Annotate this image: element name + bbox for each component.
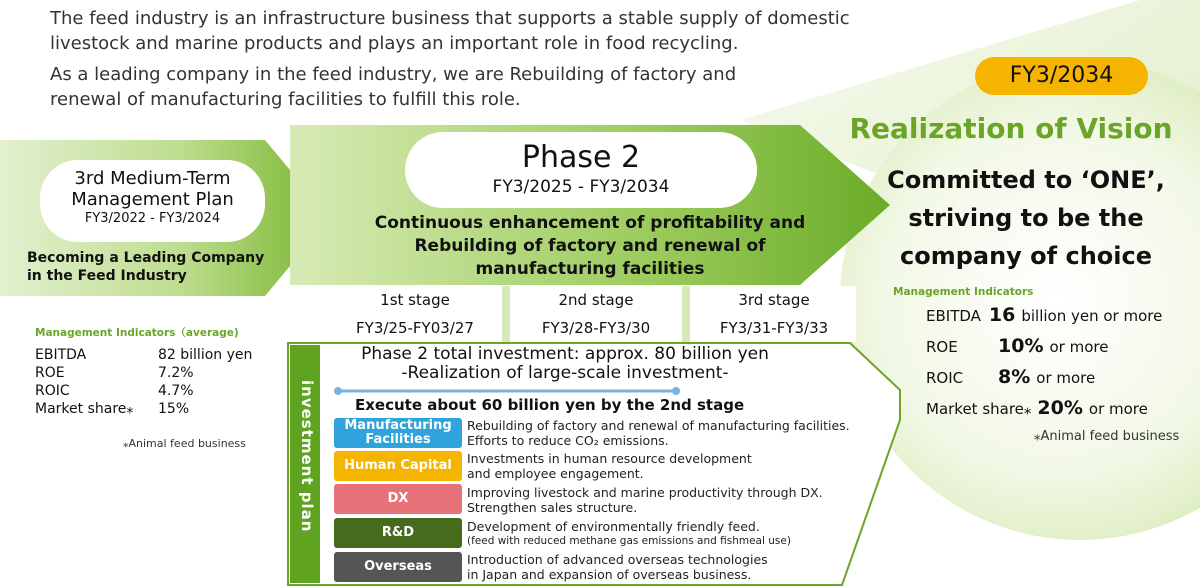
indicator-value: 82 billion yen	[158, 347, 253, 363]
category-desc-line: Efforts to reduce CO₂ emissions.	[467, 433, 669, 448]
vision-statement-line: striving to be the	[908, 204, 1144, 232]
table-row	[35, 400, 252, 418]
category-desc-line: Investments in human resource development	[467, 451, 752, 466]
indicator-value: 4.7%	[158, 383, 194, 399]
mtp-title-box	[40, 160, 265, 242]
stage-name: 1st stage	[380, 291, 450, 309]
mtp-indicators-label: Management Indicators（average)	[35, 327, 239, 339]
indicator-name: Market share⁎	[926, 400, 1032, 418]
intro-line: renewal of manufacturing facilities to fulfill this role.	[50, 89, 521, 110]
category-desc-line: and employee engagement.	[467, 466, 644, 481]
mtp-goal-line2: in the Feed Industry	[27, 268, 187, 284]
category-manufacturing-facilities: Manufacturing Facilities	[334, 418, 462, 448]
mtp-indicators-table	[35, 346, 252, 418]
indicator-value: 8%	[998, 366, 1031, 388]
stage-2	[514, 286, 678, 342]
stage-3	[692, 286, 856, 342]
indicator-name: Market share⁎	[35, 401, 134, 417]
vision-indicator-ebitda	[926, 304, 1162, 326]
category-r-and-d: R&D	[334, 518, 462, 548]
vision-title: Realization of Vision	[849, 112, 1173, 145]
category-description	[467, 552, 768, 582]
vision-badge: FY3/2034	[975, 57, 1148, 95]
vision-statement-line: company of choice	[900, 242, 1152, 270]
indicator-name: ROE	[35, 365, 65, 381]
category-human-capital: Human Capital	[334, 451, 462, 481]
intro-line: The feed industry is an infrastructure business that supports a stable supply of domestic	[50, 8, 850, 29]
indicator-value-suffix: or more	[1036, 369, 1096, 387]
table-row	[35, 382, 252, 400]
intro-line: As a leading company in the feed industry, we are Rebuilding of factory and	[50, 64, 737, 85]
mtp-goal	[27, 249, 264, 285]
indicator-name: EBITDA	[35, 347, 87, 363]
indicator-name: ROIC	[35, 383, 70, 399]
indicator-name: ROIC	[926, 369, 964, 387]
indicator-value-suffix: or more	[1049, 338, 1109, 356]
indicator-value-suffix: or more	[1088, 400, 1148, 418]
mtp-note: ⁎Animal feed business	[123, 437, 246, 450]
mtp-title-line1: 3rd Medium-Term	[74, 168, 231, 189]
category-desc-line: Improving livestock and marine productivity through DX.	[467, 485, 823, 500]
stage-name: 2nd stage	[558, 291, 634, 309]
phase2-period: FY3/2025 - FY3/2034	[492, 177, 670, 197]
category-dx: DX	[334, 484, 462, 514]
category-desc-line: Development of environmentally friendly feed.	[467, 519, 760, 534]
vision-indicator-market-share	[926, 397, 1148, 419]
category-overseas: Overseas	[334, 552, 462, 582]
vision-indicators-label: Management Indicators	[893, 286, 1034, 298]
indicator-name: EBITDA	[926, 307, 981, 325]
intro-text	[50, 6, 950, 112]
vision-indicator-roe	[926, 335, 1108, 357]
category-desc-line: Strengthen sales structure.	[467, 500, 638, 515]
phase2-description	[320, 212, 860, 281]
indicator-value: 7.2%	[158, 365, 194, 381]
phase2-title: Phase 2	[521, 140, 641, 175]
vision-note: ⁎Animal feed business	[1034, 429, 1180, 444]
category-description	[467, 519, 791, 549]
intro-line: livestock and marine products and plays an important role in food recycling.	[50, 33, 739, 54]
category-description	[467, 418, 850, 448]
vision-statement	[862, 161, 1190, 275]
investment-plan-label: investment plan	[298, 380, 316, 533]
stage-name: 3rd stage	[738, 291, 810, 309]
category-desc-line: in Japan and expansion of overseas business.	[467, 567, 752, 582]
mtp-goal-line1: Becoming a Leading Company	[27, 250, 265, 266]
stage-period: FY3/25-FY03/27	[356, 319, 474, 337]
category-desc-line: (feed with reduced methane gas emissions and fishmeal use)	[467, 535, 791, 547]
stage-divider	[682, 286, 690, 342]
vision-statement-line: Committed to ‘ONE’,	[887, 166, 1165, 194]
indicator-value: 16	[988, 304, 1016, 326]
investment-subtitle: Execute about 60 billion yen by the 2nd stage	[355, 396, 745, 414]
indicator-value: 10%	[998, 335, 1044, 357]
indicator-value: 20%	[1037, 397, 1083, 419]
indicator-value-suffix: billion yen or more	[1021, 307, 1163, 325]
investment-title-line1: Phase 2 total investment: approx. 80 billion yen	[361, 344, 769, 364]
table-row	[35, 346, 252, 364]
stage-1	[333, 286, 497, 342]
phase2-title-box	[405, 132, 757, 208]
indicator-value: 15%	[158, 401, 190, 417]
mtp-period: FY3/2022 - FY3/2024	[84, 211, 221, 226]
phase2-desc-line: Continuous enhancement of profitability and	[374, 213, 806, 233]
investment-title	[320, 345, 810, 383]
stage-period: FY3/31-FY3/33	[719, 319, 829, 337]
category-desc-line: Rebuilding of factory and renewal of manufacturing facilities.	[467, 418, 850, 433]
phase2-desc-line: Rebuilding of factory and renewal of	[414, 236, 766, 256]
vision-indicator-roic	[926, 366, 1095, 388]
table-row	[35, 364, 252, 382]
category-desc-line: Introduction of advanced overseas technologies	[467, 552, 768, 567]
mtp-title-line2: Management Plan	[71, 189, 234, 210]
stage-divider	[502, 286, 510, 342]
category-description	[467, 451, 752, 481]
indicator-name: ROE	[926, 338, 958, 356]
phase2-desc-line: manufacturing facilities	[475, 259, 705, 279]
stage-period: FY3/28-FY3/30	[541, 319, 651, 337]
investment-title-line2: -Realization of large-scale investment-	[401, 363, 729, 383]
category-description	[467, 485, 823, 515]
